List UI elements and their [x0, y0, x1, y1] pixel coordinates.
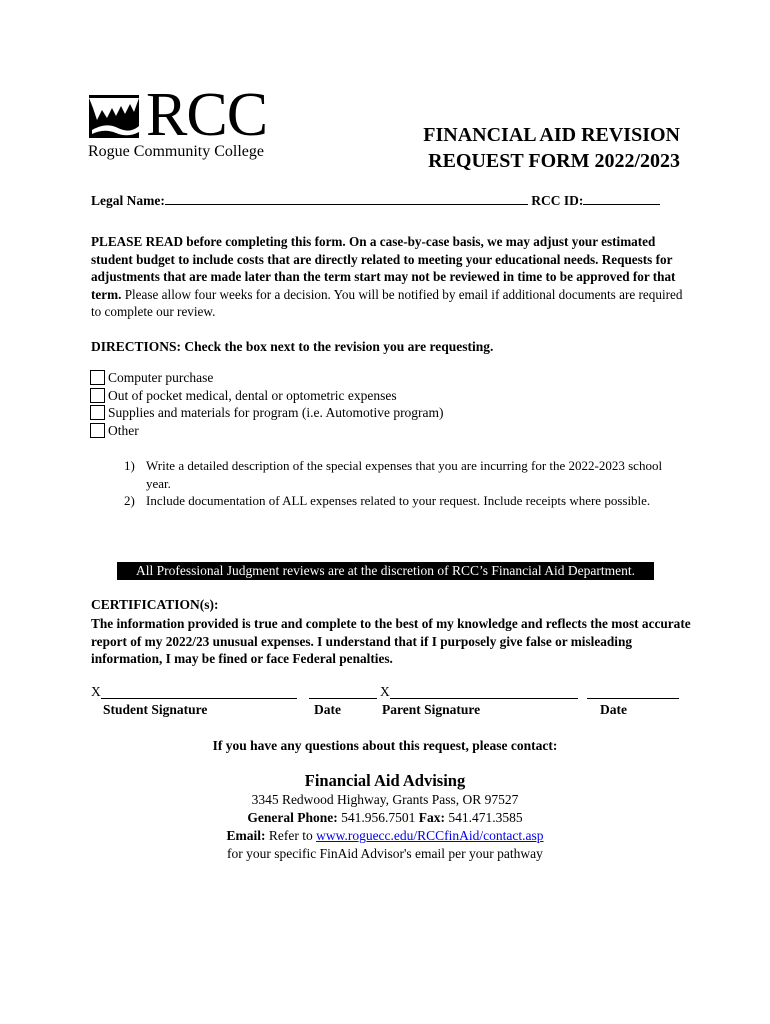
form-title-line2: REQUEST FORM 2022/2023 [428, 150, 680, 172]
step-item [124, 492, 669, 510]
certification-text: The information provided is true and complete to the best of my knowledge and reflects the most accurate report of my 2022/23 unusual expenses. I understand that if I purposely give false or misleading information, I may be fined or face Federal penalties. [91, 616, 691, 667]
form-title [340, 122, 680, 174]
office-address: 3345 Redwood Highway, Grants Pass, OR 97527 [251, 792, 519, 807]
email-prefix: Refer to [268, 828, 313, 843]
contact-link[interactable]: www.roguecc.edu/RCCfinAid/contact.asp [316, 828, 544, 843]
option-other[interactable] [90, 422, 139, 439]
student-x-mark: X [91, 684, 101, 699]
legal-name-label: Legal Name: [91, 193, 165, 208]
student-signature-label: Student Signature [103, 702, 208, 717]
rcc-id-label: RCC ID: [531, 193, 584, 208]
parent-date-label: Date [600, 702, 627, 717]
notice-banner: All Professional Judgment reviews are at the discretion of RCC’s Financial Aid Department. [117, 562, 654, 580]
form-title-line1: FINANCIAL AID REVISION [423, 124, 680, 146]
intro-bold-text: PLEASE READ before completing this form. On a case-by-case basis, we may adjust your estimated student budget to include costs that are directly related to meeting your educational needs. Requests for adjustments that are made later than the term start may not be reviewed in time to be approved for that term. [91, 234, 676, 302]
general-phone-label: General Phone: [247, 810, 338, 825]
step-item [124, 457, 669, 492]
parent-signature-label: Parent Signature [382, 702, 481, 717]
step-text: Write a detailed description of the special expenses that you are incurring for the 2022-2023 school year. [146, 458, 663, 491]
option-label: Other [108, 423, 139, 438]
option-medical-expenses[interactable] [90, 387, 397, 404]
fax-number: 541.471.3585 [448, 810, 523, 825]
intro-regular-text: Please allow four weeks for a decision. You will be notified by email if additional documents are required to complete our review. [91, 286, 683, 320]
checkbox[interactable] [90, 405, 105, 420]
pathway-note: for your specific FinAid Advisor's email per your pathway [227, 846, 543, 861]
email-label: Email: [226, 828, 266, 843]
rcc-wordmark: RCC [146, 81, 268, 149]
student-signature-line[interactable] [101, 697, 297, 699]
checkbox[interactable] [90, 370, 105, 385]
parent-x-mark: X [380, 684, 390, 699]
contact-question: If you have any questions about this request, please contact: [212, 738, 558, 753]
intro-paragraph [91, 233, 691, 321]
step-number: 2) [124, 493, 135, 508]
checkbox[interactable] [90, 388, 105, 403]
student-date-line[interactable] [309, 697, 377, 699]
rcc-logo-mountain-icon [88, 94, 140, 140]
step-number: 1) [124, 458, 135, 473]
fax-label: Fax: [418, 810, 445, 825]
general-phone: 541.956.7501 [341, 810, 416, 825]
college-name: Rogue Community College [88, 143, 264, 160]
option-supplies-materials[interactable] [90, 404, 444, 421]
email-line [0, 828, 770, 844]
parent-signature-line[interactable] [390, 697, 578, 699]
legal-name-field[interactable] [165, 190, 528, 205]
directions: DIRECTIONS: Check the box next to the revision you are requesting. [91, 339, 494, 354]
certification-heading: CERTIFICATION(s): [91, 597, 219, 612]
phone-fax-line [0, 810, 770, 826]
option-label: Computer purchase [108, 370, 214, 385]
option-label: Supplies and materials for program (i.e. Automotive program) [108, 405, 444, 420]
option-label: Out of pocket medical, dental or optometric expenses [108, 388, 397, 403]
student-date-label: Date [314, 702, 341, 717]
parent-date-line[interactable] [587, 697, 679, 699]
rcc-id-field[interactable] [583, 190, 660, 205]
office-name: Financial Aid Advising [304, 771, 466, 790]
legal-name-row [91, 190, 660, 209]
step-text: Include documentation of ALL expenses related to your request. Include receipts where possible. [146, 493, 651, 508]
checkbox[interactable] [90, 423, 105, 438]
option-computer-purchase[interactable] [90, 369, 213, 386]
